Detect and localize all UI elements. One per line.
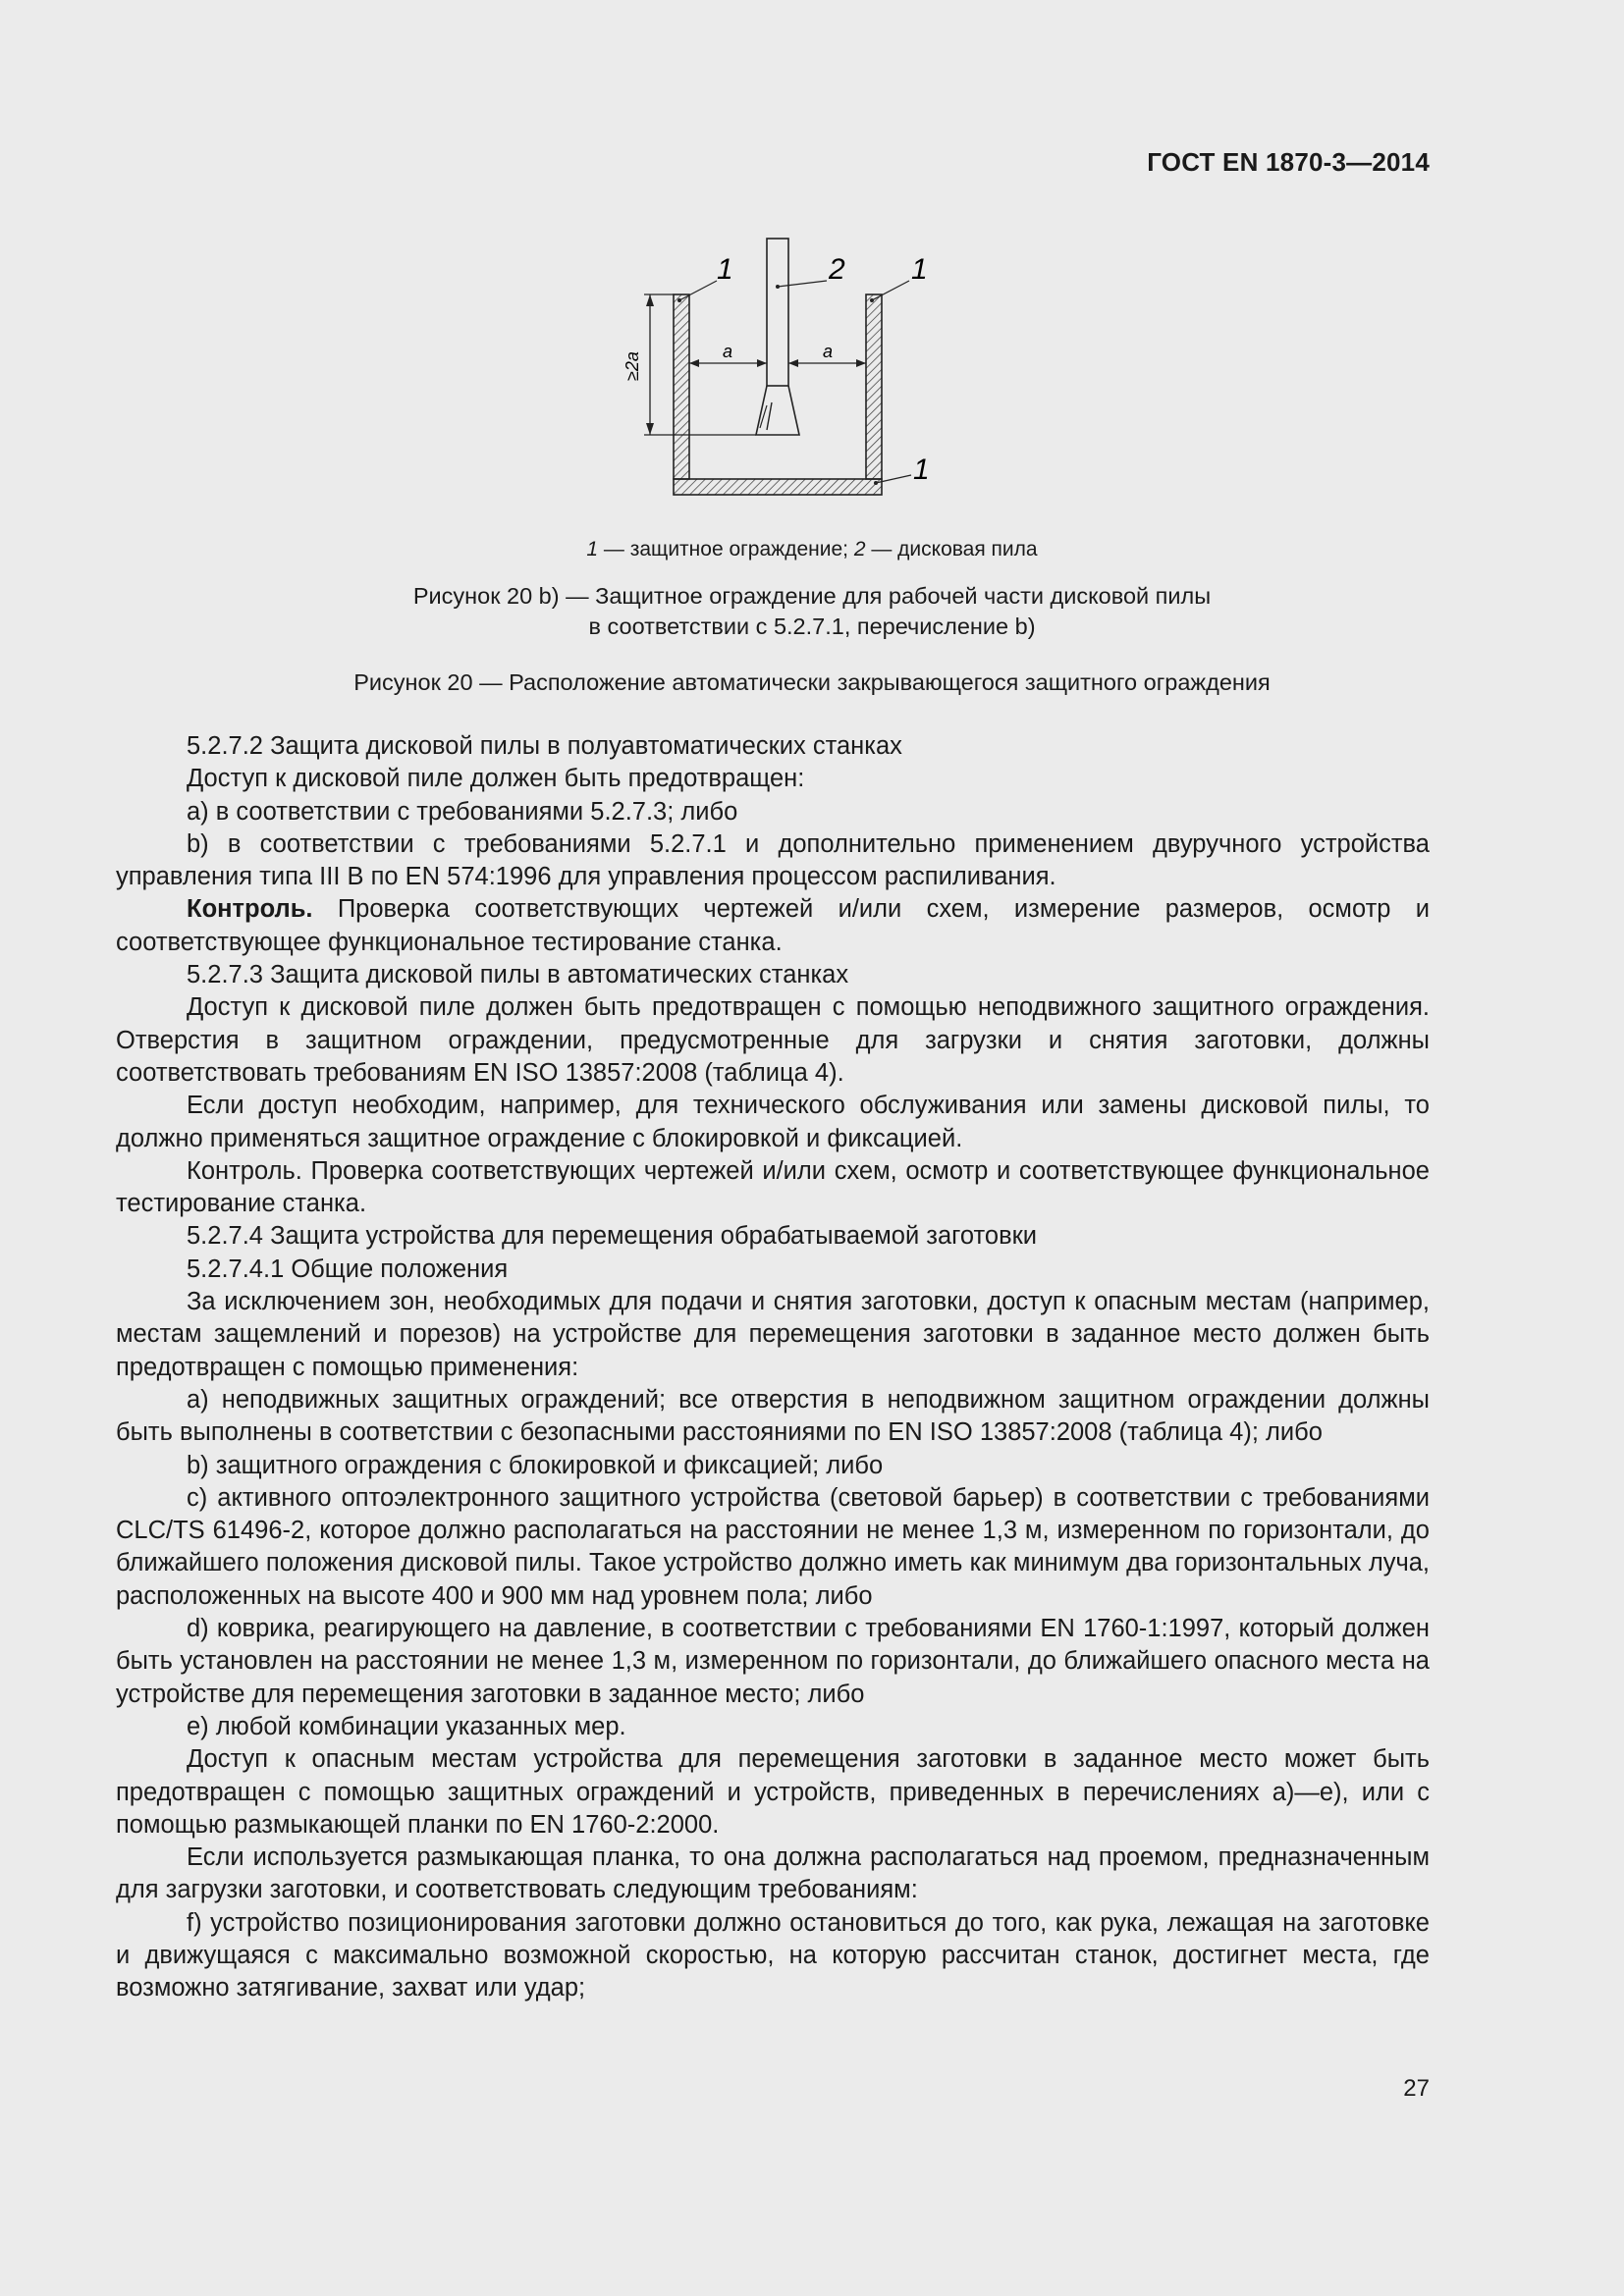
- list-item: d) коврика, реагирующего на давление, в соответствии с требованиями EN 1760-1:1997, который должен быть установлен на расстоянии не менее 1,3 м, измеренном по горизонтали, до ближайшего опасного места на устройстве для перемещения заготовки в заданное место; либо: [116, 1615, 1430, 1708]
- list-item: b) в соответствии с требованиями 5.2.7.1 и дополнительно применением двуручного устройства управления типа III В по EN 574:1996 для управления процессом распиливания.: [116, 829, 1430, 891]
- label-guard-bottom: 1: [913, 454, 930, 486]
- section-heading: 5.2.7.2 Защита дисковой пилы в полуавтоматических станках: [187, 732, 902, 760]
- paragraph: За исключением зон, необходимых для подачи и снятия заготовки, доступ к опасным местам (например, местам защемлений и порезов) на устройстве для перемещения заготовки в заданное место должен быть предотвращен с помощью применения:: [116, 1288, 1430, 1381]
- list-item: с) активного оптоэлектронного защитного устройства (световой барьер) в соответствии с требованиями CLC/TS 61496-2, которое должно располагаться на расстоянии не менее 1,3 м, измеренном по горизонтали, до ближайшего положения дисковой пилы. Такое устройство должно иметь как минимум два горизонтальных луча, расположенных на высоте 400 и 900 мм над уровнем пола; либо: [116, 1483, 1430, 1610]
- paragraph: Доступ к дисковой пиле должен быть предотвращен:: [187, 765, 805, 793]
- label-guard-left: 1: [717, 253, 733, 286]
- paragraph: Доступ к дисковой пиле должен быть предотвращен с помощью неподвижного защитного ограждения. Отверстия в защитном ограждении, предусмотренные для загрузки и снятия заготовки, должны соответствовать требованиям EN ISO 13857:2008 (таблица 4).: [116, 993, 1430, 1087]
- label-saw: 2: [829, 253, 845, 286]
- list-item: а) в соответствии с требованиями 5.2.7.3; либо: [187, 797, 738, 826]
- paragraph: Контроль. Проверка соответствующих чертежей и/или схем, осмотр и соответствующее функциональное тестирование станка.: [116, 1156, 1430, 1218]
- guard-diagram: [609, 234, 943, 504]
- paragraph: Контроль. Проверка соответствующих чертежей и/или схем, измерение размеров, осмотр и соответствующее функциональное тестирование станка.: [116, 895, 1430, 956]
- saw-blade-tip: [756, 386, 799, 435]
- section-heading: 5.2.7.3 Защита дисковой пилы в автоматических станках: [187, 961, 849, 989]
- section-heading: 5.2.7.4.1 Общие положения: [187, 1255, 509, 1283]
- paragraph: Если используется размыкающая планка, то она должна располагаться над проемом, предназначенным для загрузки заготовки, и соответствовать следующим требованиям:: [116, 1843, 1430, 1904]
- page-number: 27: [1403, 2075, 1430, 2102]
- left-guard-wall: [674, 294, 689, 479]
- bottom-guard: [674, 479, 882, 495]
- gap-left-label: a: [723, 342, 733, 361]
- body-text: [116, 730, 1430, 2005]
- list-item: f) устройство позиционирования заготовки должно остановиться до того, как рука, лежащая на заготовке и движущаяся с максимально возможной скоростью, на которую рассчитан станок, достигнет места, где возможно затягивание, захват или удар;: [116, 1908, 1430, 2002]
- paragraph: Если доступ необходим, например, для технического обслуживания или замены дисковой пилы, то должно применяться защитное ограждение с блокировкой и фиксацией.: [116, 1092, 1430, 1152]
- list-item: а) неподвижных защитных ограждений; все отверстия в неподвижном защитном ограждении должны быть выполнены в соответствии с безопасными расстояниями по EN ISO 13857:2008 (таблица 4); либо: [116, 1385, 1430, 1447]
- height-dimension-label: ≥2a: [623, 351, 642, 381]
- paragraph: Доступ к опасным местам устройства для перемещения заготовки в заданное место может быть предотвращен с помощью защитных ограждений и устройств, приведенных в перечислениях а)—е), или с помощью размыкающей планки по EN 1760-2:2000.: [116, 1745, 1430, 1839]
- document-header: ГОСТ EN 1870-3—2014: [1147, 147, 1430, 177]
- section-heading: 5.2.7.4 Защита устройства для перемещения обрабатываемой заготовки: [187, 1222, 1038, 1251]
- gap-right-label: a: [823, 342, 834, 361]
- figure-caption: Рисунок 20 b) — Защитное ограждение для рабочей части дисковой пилы в соответствии с 5.2.7.1, перечисление b): [412, 583, 1212, 639]
- right-guard-wall: [866, 294, 882, 479]
- figure-legend: 1 — защитное ограждение; 2 — дисковая пила: [586, 538, 1038, 561]
- figure-main-caption: Рисунок 20 — Расположение автоматически закрывающегося защитного ограждения: [353, 669, 1271, 695]
- label-guard-right: 1: [911, 253, 928, 286]
- list-item: е) любой комбинации указанных мер.: [187, 1712, 626, 1740]
- list-item: b) защитного ограждения с блокировкой и фиксацией; либо: [187, 1451, 884, 1479]
- saw-blade-body: [767, 239, 788, 386]
